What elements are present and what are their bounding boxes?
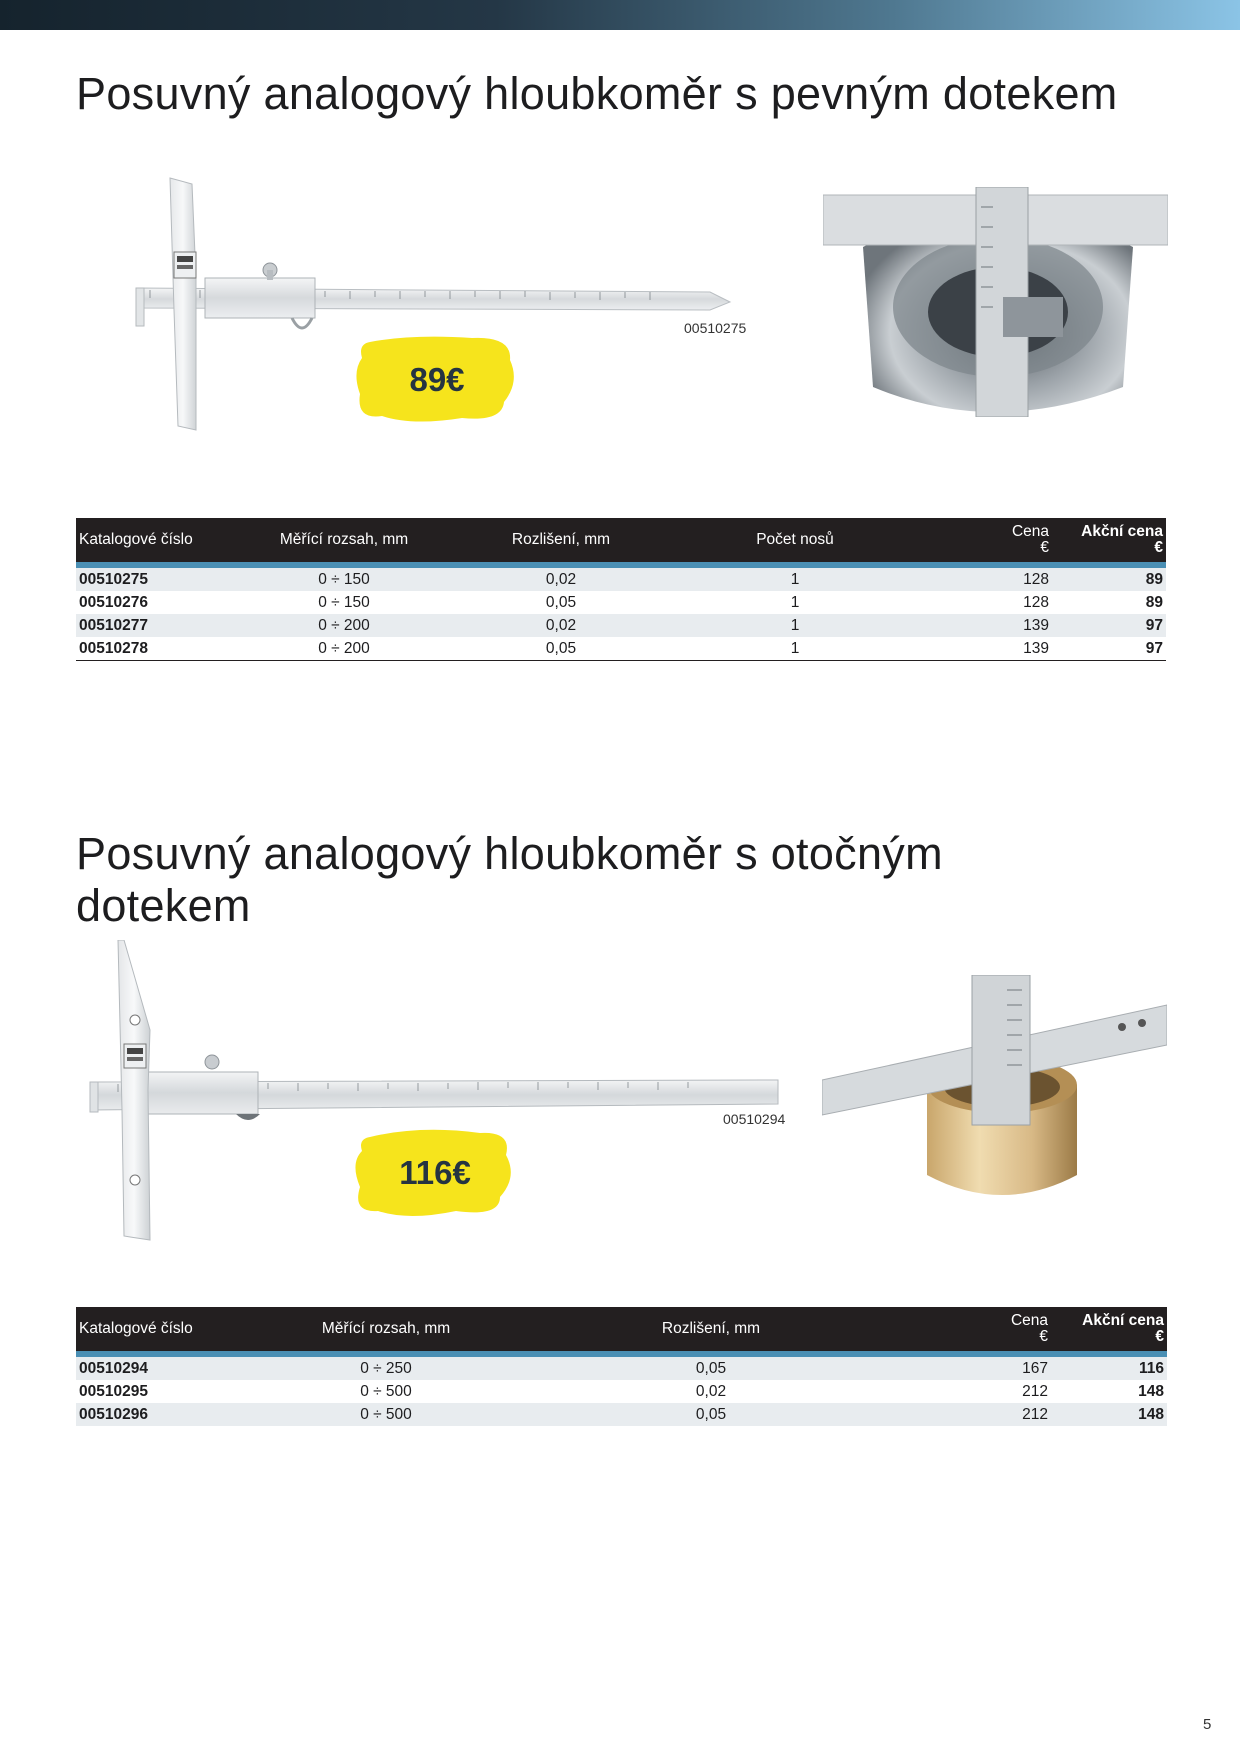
cell-range: 0 ÷ 200: [246, 614, 442, 637]
table-row: [76, 591, 1166, 614]
cell-price: 167: [926, 1354, 1051, 1380]
table-row: [76, 614, 1166, 637]
cell-resolution: 0,02: [442, 565, 680, 591]
table-row: [76, 565, 1166, 591]
col-price: [926, 1307, 1051, 1354]
cell-code: 00510277: [76, 614, 246, 637]
section1-image-code: 00510275: [684, 320, 747, 336]
section1-price: 89€: [409, 360, 465, 398]
cell-code: 00510275: [76, 565, 246, 591]
top-gradient-bar: [0, 0, 1240, 30]
cell-price: 128: [910, 591, 1052, 614]
cell-price: 212: [926, 1403, 1051, 1426]
cell-price: 212: [926, 1380, 1051, 1403]
col-price-label: Cena: [1010, 1312, 1048, 1329]
section1-price-badge: [352, 332, 522, 427]
col-range: Měřící rozsah, mm: [246, 518, 442, 565]
cell-resolution: 0,05: [442, 591, 680, 614]
col-sale-label: Akční cena: [1082, 1312, 1164, 1329]
cell-jaws: 1: [680, 614, 910, 637]
cell-resolution: 0,02: [442, 614, 680, 637]
cell-range: 0 ÷ 150: [246, 591, 442, 614]
cell-range: 0 ÷ 250: [276, 1354, 496, 1380]
section1-spec-table: [76, 518, 1166, 661]
col-sale-label: Akční cena: [1081, 523, 1163, 540]
cell-resolution: 0,02: [496, 1380, 926, 1403]
cell-code: 00510296: [76, 1403, 276, 1426]
section2-image-code: 00510294: [723, 1111, 786, 1127]
col-catalog-number: Katalogové číslo: [76, 518, 246, 565]
cell-code: 00510294: [76, 1354, 276, 1380]
cell-jaws: 1: [680, 637, 910, 661]
section2-title: [76, 828, 1076, 932]
col-sale-price: [1052, 518, 1166, 565]
section2-spec-table: [76, 1307, 1167, 1426]
col-price: [910, 518, 1052, 565]
section2-application-photo: [822, 975, 1167, 1205]
section1-application-photo: [823, 187, 1168, 417]
section2-price-badge: [350, 1125, 520, 1220]
cell-sale: 97: [1052, 637, 1166, 661]
col-price-unit: €: [1040, 539, 1049, 556]
cell-sale: 89: [1052, 591, 1166, 614]
cell-range: 0 ÷ 150: [246, 565, 442, 591]
section2-title-line2: dotekem: [76, 880, 251, 931]
cell-sale: 97: [1052, 614, 1166, 637]
col-resolution: Rozlišení, mm: [442, 518, 680, 565]
table-row: [76, 1380, 1167, 1403]
cell-range: 0 ÷ 500: [276, 1403, 496, 1426]
cell-code: 00510295: [76, 1380, 276, 1403]
cell-sale: 116: [1051, 1354, 1167, 1380]
cell-resolution: 0,05: [496, 1403, 926, 1426]
cell-range: 0 ÷ 200: [246, 637, 442, 661]
cell-resolution: 0,05: [442, 637, 680, 661]
table-row: [76, 637, 1166, 661]
col-price-unit: €: [1039, 1328, 1048, 1345]
col-catalog-number: Katalogové číslo: [76, 1307, 276, 1354]
cell-sale: 148: [1051, 1380, 1167, 1403]
cell-price: 128: [910, 565, 1052, 591]
cell-code: 00510278: [76, 637, 246, 661]
col-sale-price: [1051, 1307, 1167, 1354]
col-price-label: Cena: [1011, 523, 1049, 540]
section2-price: 116€: [399, 1153, 471, 1191]
page-number: 5: [1203, 1716, 1212, 1733]
section2-title-line1: Posuvný analogový hloubkoměr s otočným: [76, 828, 943, 879]
col-sale-unit: €: [1155, 1328, 1164, 1345]
cell-sale: 148: [1051, 1403, 1167, 1426]
cell-sale: 89: [1052, 565, 1166, 591]
section1-title: Posuvný analogový hloubkoměr s pevným dotekem: [76, 68, 1118, 119]
col-range: Měřící rozsah, mm: [276, 1307, 496, 1354]
table-row: [76, 1354, 1167, 1380]
col-jaws: Počet nosů: [680, 518, 910, 565]
table-header-row: [76, 518, 1166, 565]
col-resolution: Rozlišení, mm: [496, 1307, 926, 1354]
cell-jaws: 1: [680, 591, 910, 614]
cell-price: 139: [910, 614, 1052, 637]
table-header-row: [76, 1307, 1167, 1354]
cell-code: 00510276: [76, 591, 246, 614]
cell-resolution: 0,05: [496, 1354, 926, 1380]
cell-price: 139: [910, 637, 1052, 661]
cell-jaws: 1: [680, 565, 910, 591]
cell-range: 0 ÷ 500: [276, 1380, 496, 1403]
table-row: [76, 1403, 1167, 1426]
col-sale-unit: €: [1154, 539, 1163, 556]
